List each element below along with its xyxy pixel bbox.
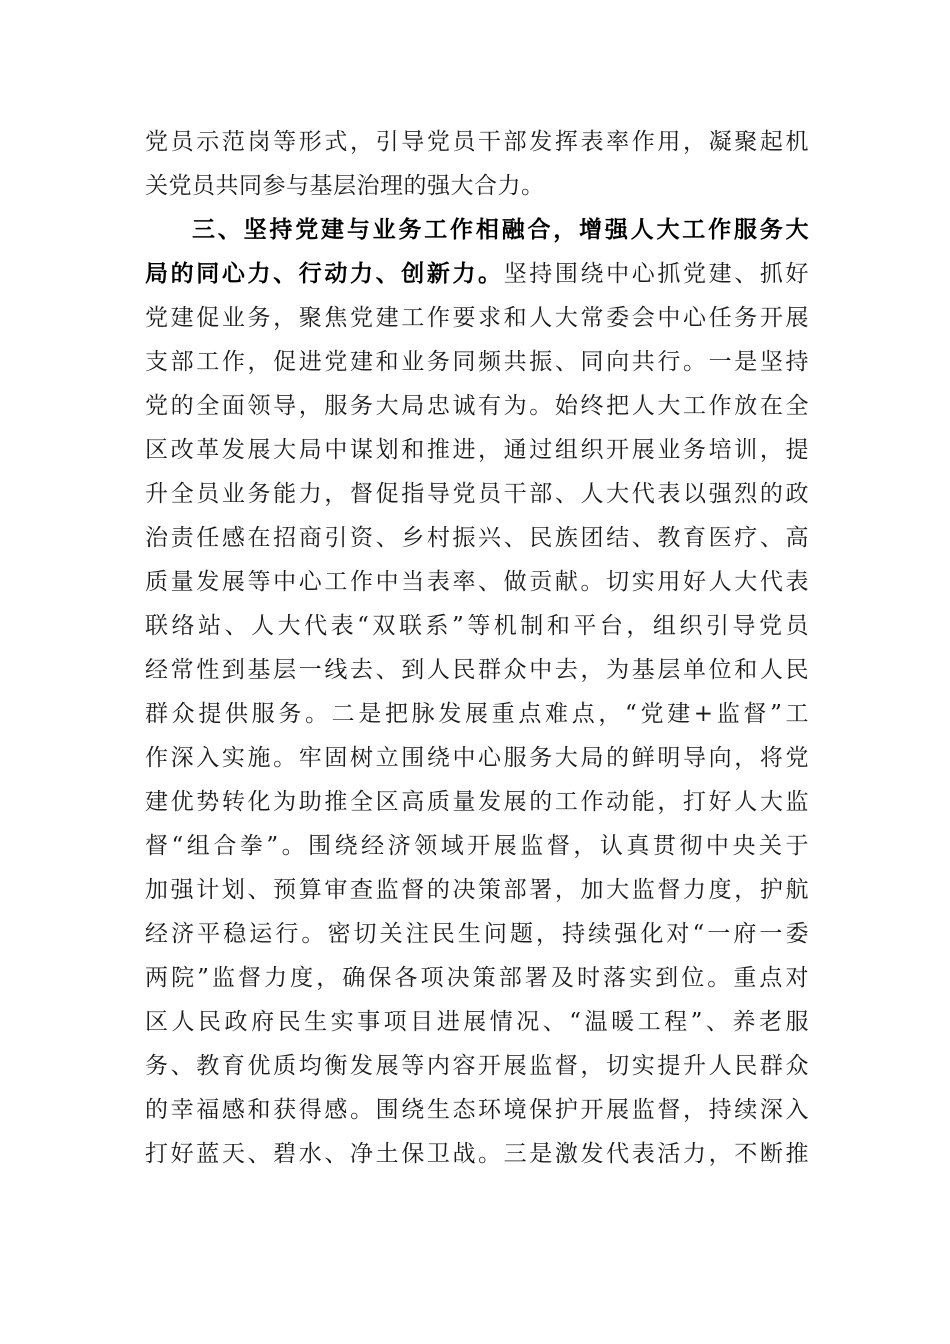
paragraph-2-line: 群众提供服务。二是把脉发展重点难点，“党建+监督”工 [145,701,809,727]
paragraph-2-line: 督“组合拳”。围绕经济领域开展监督，认真贯彻中央关于 [145,833,809,859]
paragraph-2-line: 支部工作，促进党建和业务同频共振、同向共行。一是坚持 [145,349,809,375]
paragraph-1-line-1: 党员示范岗等形式，引导党员干部发挥表率作用，凝聚起机 [145,129,809,155]
section-heading-3: 三、坚持党建与业务工作相融合，增强人大工作服务大 [192,217,809,243]
paragraph-2-line: 的幸福感和获得感。围绕生态环境保护开展监督，持续深入 [145,1097,809,1123]
paragraph-2-line: 治责任感在招商引资、乡村振兴、民族团结、教育医疗、高 [145,525,809,551]
paragraph-2-line: 建优势转化为助推全区高质量发展的工作动能，打好人大监 [145,789,809,815]
paragraph-1-line-2: 关党员共同参与基层治理的强大合力。 [145,173,545,199]
paragraph-2-line: 务、教育优质均衡发展等内容开展监督，切实提升人民群众 [145,1053,809,1079]
paragraph-2-line: 打好蓝天、碧水、净土保卫战。三是激发代表活力，不断推 [145,1141,809,1167]
section-heading-3-continued: 局的同心力、行动力、创新力。 [145,261,504,287]
paragraph-2-line-2-text: 坚持围绕中心抓党建、抓好 [503,261,810,287]
paragraph-2-line: 党的全面领导，服务大局忠诚有为。始终把人大工作放在全 [145,393,809,419]
paragraph-2-line: 区改革发展大局中谋划和推进，通过组织开展业务培训，提 [145,437,809,463]
paragraph-2-line: 质量发展等中心工作中当表率、做贡献。切实用好人大代表 [145,569,809,595]
paragraph-2-line: 党建促业务，聚焦党建工作要求和人大常委会中心任务开展 [145,305,809,331]
paragraph-2-line-2 [145,252,809,296]
paragraph-2-line: 升全员业务能力，督促指导党员干部、人大代表以强烈的政 [145,481,809,507]
paragraph-2-line: 两院”监督力度，确保各项决策部署及时落实到位。重点对 [145,965,809,991]
paragraph-2-line: 区人民政府民生实事项目进展情况、“温暖工程”、养老服 [145,1009,809,1035]
paragraph-2-line: 加强计划、预算审查监督的决策部署，加大监督力度，护航 [145,877,809,903]
paragraph-2-line: 联络站、人大代表“双联系”等机制和平台，组织引导党员 [145,613,809,639]
paragraph-2-line: 经济平稳运行。密切关注民生问题，持续强化对“一府一委 [145,921,809,947]
document-body [145,120,809,1176]
paragraph-2-line: 经常性到基层一线去、到人民群众中去，为基层单位和人民 [145,657,809,683]
paragraph-2-line: 作深入实施。牢固树立围绕中心服务大局的鲜明导向，将党 [145,745,809,771]
